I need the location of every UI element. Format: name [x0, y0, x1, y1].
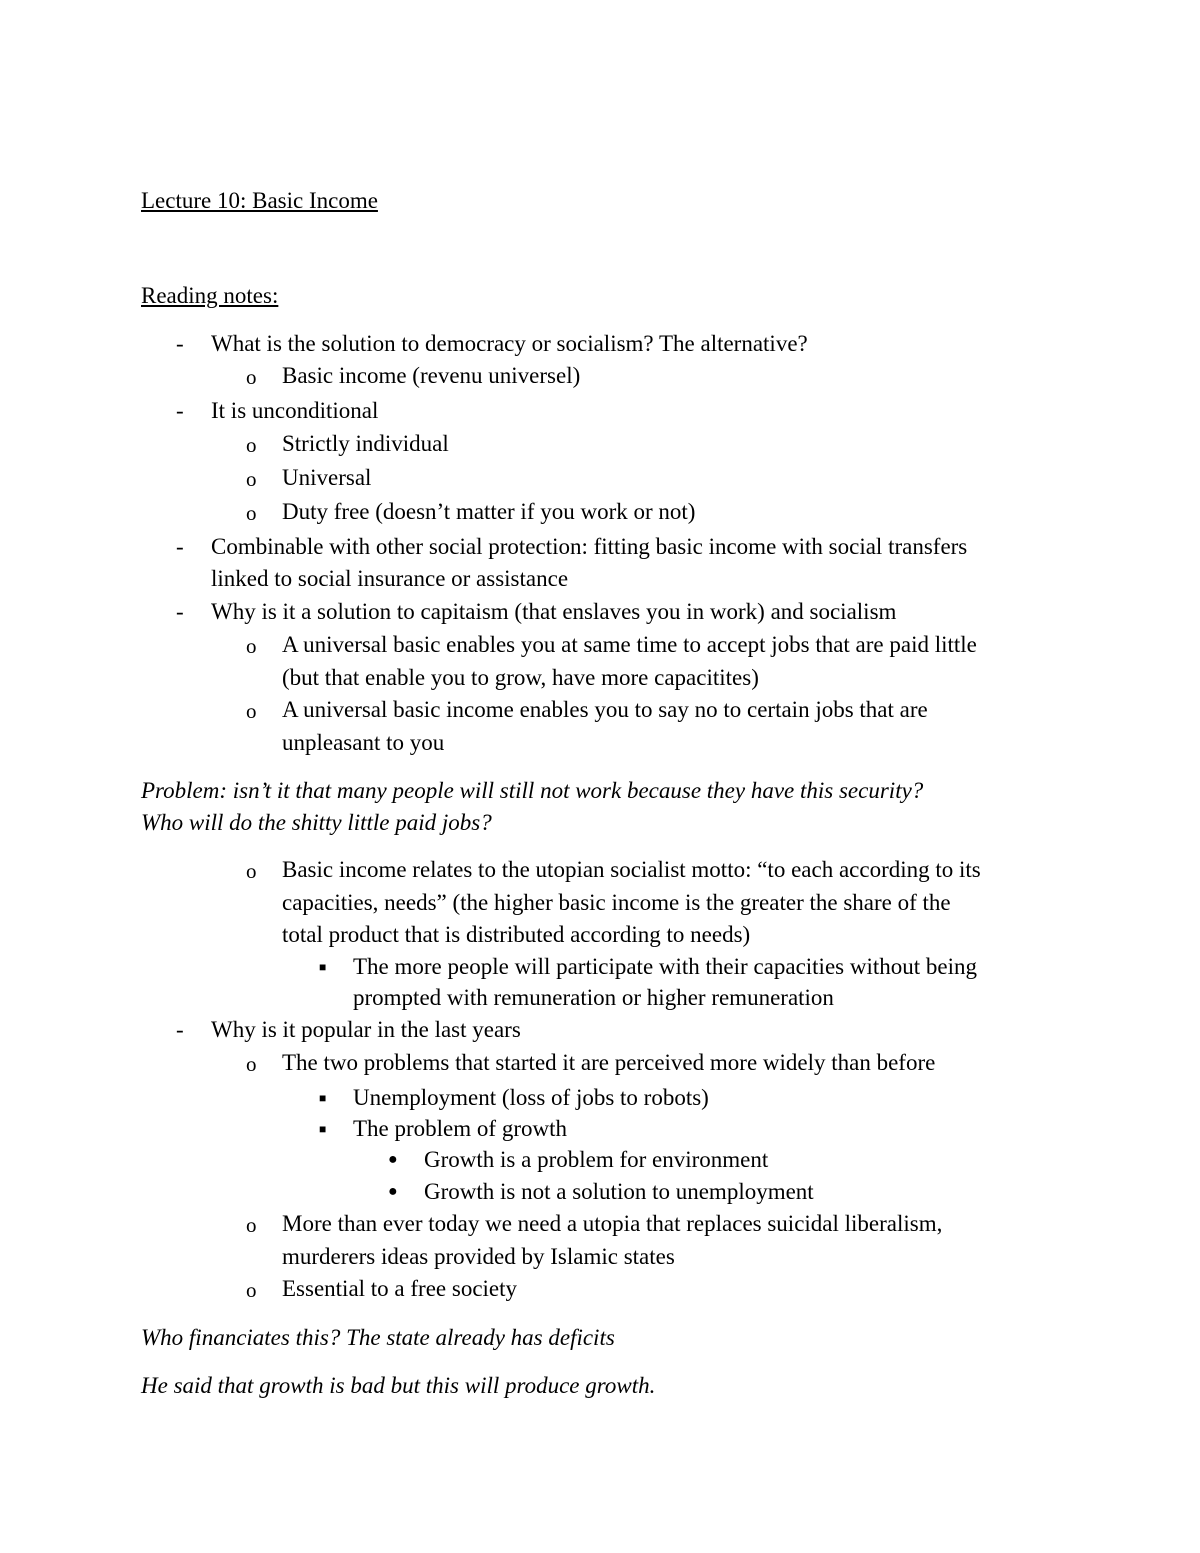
list-item: More than ever today we need a utopia that replaces suicidal liberalism,	[282, 1211, 943, 1236]
section-heading: Reading notes:	[141, 283, 279, 308]
circle-bullet-icon: o	[246, 1278, 257, 1302]
dash-marker: -	[176, 331, 184, 356]
list-item-continuation: linked to social insurance or assistance	[211, 566, 569, 591]
list-item-continuation: (but that enable you to grow, have more capacitites)	[282, 665, 759, 690]
list-item-continuation: total product that is distributed according to needs)	[282, 922, 751, 947]
square-bullet-icon: ■	[319, 960, 327, 974]
list-item-continuation: prompted with remuneration or higher remuneration	[353, 985, 834, 1010]
question-note: He said that growth is bad but this will produce growth.	[141, 1373, 656, 1398]
list-item: The more people will participate with their capacities without being	[353, 954, 977, 979]
problem-note: Who will do the shitty little paid jobs?	[141, 810, 492, 835]
list-item: Why is it popular in the last years	[211, 1017, 521, 1042]
list-item: Basic income (revenu universel)	[282, 363, 581, 388]
circle-bullet-icon: o	[246, 501, 257, 525]
list-item: Growth is a problem for environment	[424, 1147, 769, 1172]
problem-note: Problem: isn’t it that many people will still not work because they have this security?	[141, 778, 924, 803]
list-item: A universal basic income enables you to say no to certain jobs that are	[282, 697, 928, 722]
dash-marker: -	[176, 1017, 184, 1042]
question-note: Who financiates this? The state already has deficits	[141, 1325, 615, 1350]
round-bullet-icon: ●	[388, 1151, 398, 1168]
list-item: The two problems that started it are perceived more widely than before	[282, 1050, 936, 1075]
list-item-continuation: capacities, needs” (the higher basic income is the greater the share of the	[282, 890, 951, 915]
list-item: Basic income relates to the utopian socialist motto: “to each according to its	[282, 857, 981, 882]
circle-bullet-icon: o	[246, 1052, 257, 1076]
circle-bullet-icon: o	[246, 1213, 257, 1237]
circle-bullet-icon: o	[246, 467, 257, 491]
list-item: Essential to a free society	[282, 1276, 518, 1301]
list-item: What is the solution to democracy or socialism? The alternative?	[211, 331, 808, 356]
list-item: Why is it a solution to capitaism (that enslaves you in work) and socialism	[211, 599, 897, 624]
list-item: Unemployment (loss of jobs to robots)	[353, 1085, 709, 1110]
dash-marker: -	[176, 599, 184, 624]
square-bullet-icon: ■	[319, 1122, 327, 1136]
circle-bullet-icon: o	[246, 365, 257, 389]
circle-bullet-icon: o	[246, 433, 257, 457]
circle-bullet-icon: o	[246, 699, 257, 723]
list-item: Universal	[282, 465, 372, 490]
square-bullet-icon: ■	[319, 1091, 327, 1105]
document-title: Lecture 10: Basic Income	[141, 188, 378, 213]
list-item: Growth is not a solution to unemployment	[424, 1179, 814, 1204]
list-item: Duty free (doesn’t matter if you work or not)	[282, 499, 696, 524]
circle-bullet-icon: o	[246, 634, 257, 658]
list-item: Combinable with other social protection: fitting basic income with social transfers	[211, 534, 968, 559]
round-bullet-icon: ●	[388, 1183, 398, 1200]
list-item: Strictly individual	[282, 431, 449, 456]
list-item: A universal basic enables you at same time to accept jobs that are paid little	[282, 632, 977, 657]
circle-bullet-icon: o	[246, 859, 257, 883]
list-item: It is unconditional	[211, 398, 379, 423]
list-item: The problem of growth	[353, 1116, 567, 1141]
list-item-continuation: unpleasant to you	[282, 730, 445, 755]
dash-marker: -	[176, 398, 184, 423]
list-item-continuation: murderers ideas provided by Islamic states	[282, 1244, 675, 1269]
dash-marker: -	[176, 534, 184, 559]
